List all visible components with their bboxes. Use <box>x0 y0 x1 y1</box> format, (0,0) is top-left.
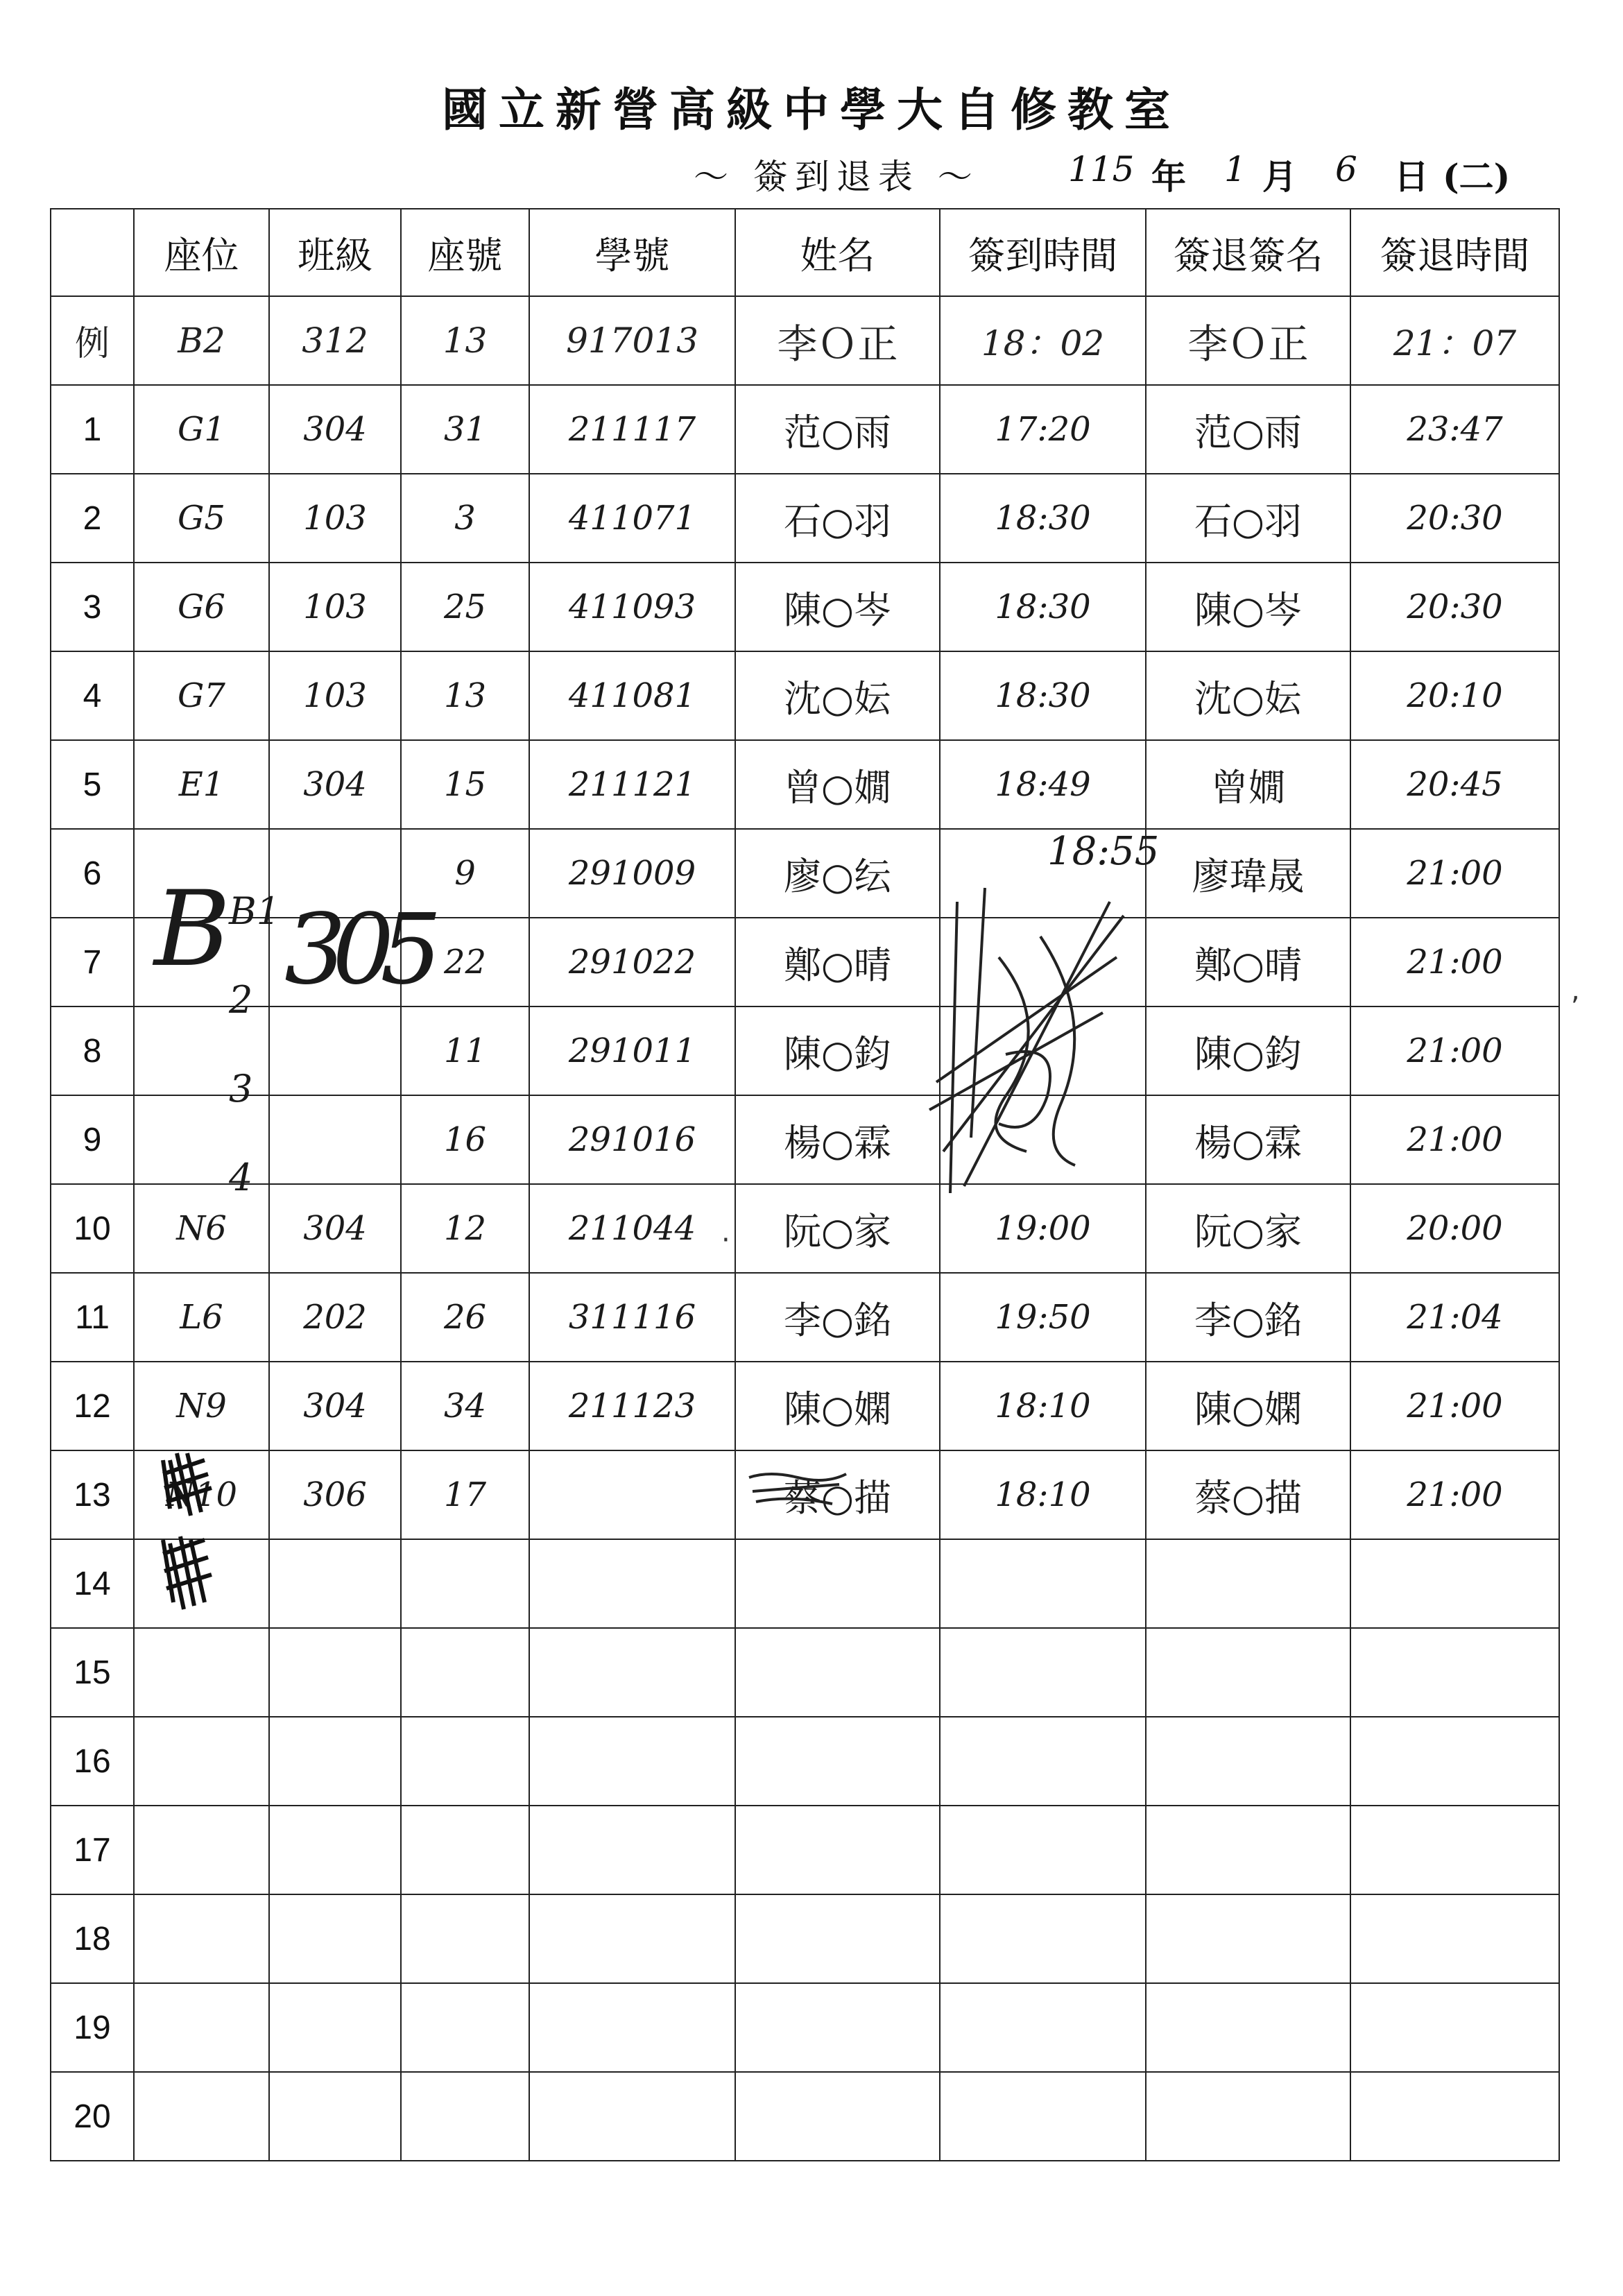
col-header-class: 班級 <box>269 209 401 296</box>
cell-name: 陳○鈞 <box>735 1006 940 1095</box>
cell-class <box>269 1628 401 1717</box>
cell-row-no: 15 <box>51 1628 134 1717</box>
cell-seat-no <box>401 2072 529 2161</box>
cell-student-id: 291016 <box>529 1095 735 1184</box>
cell-class: 103 <box>269 563 401 651</box>
cell-student-id <box>529 2072 735 2161</box>
cell-sign-out-time: 20:30 <box>1350 474 1559 563</box>
cell-student-id: 411071 <box>529 474 735 563</box>
cell-sign-in-time: 18:10 <box>940 1450 1146 1539</box>
cell-sign-in-time: 17:20 <box>940 385 1146 474</box>
cell-sign-in-time <box>940 1894 1146 1983</box>
cell-seat-no: 31 <box>401 385 529 474</box>
cell-sign-out-time: 21:00 <box>1350 1362 1559 1450</box>
cell-student-id <box>529 1983 735 2072</box>
table-row <box>51 1894 1559 1983</box>
cell-sign-in-time <box>940 1539 1146 1628</box>
cell-row-no: 2 <box>51 474 134 563</box>
col-header-student-id: 學號 <box>529 209 735 296</box>
cell-row-no: 13 <box>51 1450 134 1539</box>
cell-student-id: 211117 <box>529 385 735 474</box>
cell-seat <box>134 1806 269 1894</box>
cell-sign-out-time: 21:04 <box>1350 1273 1559 1362</box>
cell-class: 304 <box>269 740 401 829</box>
cell-sign-out-signature <box>1146 1539 1350 1628</box>
cell-row-no: 5 <box>51 740 134 829</box>
cell-name <box>735 1983 940 2072</box>
cell-name: 范○雨 <box>735 385 940 474</box>
date-month-unit: 月 <box>1262 156 1297 197</box>
table-row <box>51 1450 1559 1539</box>
col-header-seat-no: 座號 <box>401 209 529 296</box>
page-subtitle: ～ 簽到退表 ～ <box>694 157 979 197</box>
cell-student-id: 291022 <box>529 918 735 1006</box>
cell-seat-no: 26 <box>401 1273 529 1362</box>
col-header-no <box>51 209 134 296</box>
cell-sign-out-time: 21:00 <box>1350 1095 1559 1184</box>
cell-class <box>269 1095 401 1184</box>
cell-row-no: 1 <box>51 385 134 474</box>
cell-seat-no: 9 <box>401 829 529 918</box>
example-no: 例 <box>51 296 134 385</box>
cell-sign-out-signature: 陳○嫻 <box>1146 1362 1350 1450</box>
cell-seat-no <box>401 1983 529 2072</box>
cell-student-id <box>529 1717 735 1806</box>
cell-student-id: 211123 <box>529 1362 735 1450</box>
cell-sign-out-time: 20:45 <box>1350 740 1559 829</box>
cell-sign-out-signature <box>1146 1983 1350 2072</box>
cell-class: 306 <box>269 1450 401 1539</box>
cell-seat <box>134 1894 269 1983</box>
cell-seat-no: 12 <box>401 1184 529 1273</box>
cell-seat: N9 <box>134 1362 269 1450</box>
cell-sign-in-time <box>940 2072 1146 2161</box>
cell-class: 304 <box>269 1362 401 1450</box>
cell-student-id: 311116 <box>529 1273 735 1362</box>
cell-student-id <box>529 1450 735 1539</box>
cell-class: 304 <box>269 385 401 474</box>
cell-name: 陳○嫻 <box>735 1362 940 1450</box>
col-header-sign-out-signature: 簽退簽名 <box>1146 209 1350 296</box>
cell-row-no: 6 <box>51 829 134 918</box>
cell-sign-in-time: 18:49 <box>940 740 1146 829</box>
table-row <box>51 1006 1559 1095</box>
table-row <box>51 1628 1559 1717</box>
cell-name <box>735 1717 940 1806</box>
cell-name: 鄭○晴 <box>735 918 940 1006</box>
cell-sign-out-time <box>1350 1983 1559 2072</box>
cell-student-id <box>529 1806 735 1894</box>
cell-name: 曾○嫺 <box>735 740 940 829</box>
stray-tick: , <box>1571 975 1580 1006</box>
col-header-sign-in-time: 簽到時間 <box>940 209 1146 296</box>
cell-seat: N10 <box>134 1450 269 1539</box>
table-row <box>51 740 1559 829</box>
cell-sign-out-signature: 李○銘 <box>1146 1273 1350 1362</box>
cell-sign-in-time <box>940 1006 1146 1095</box>
cell-seat-no: 25 <box>401 563 529 651</box>
cell-seat <box>134 2072 269 2161</box>
cell-seat-no <box>401 1894 529 1983</box>
cell-row-no: 4 <box>51 651 134 740</box>
cell-row-no: 10 <box>51 1184 134 1273</box>
cell-seat-no: 16 <box>401 1095 529 1184</box>
group-sign-in-time: 18:55 <box>1047 829 1160 874</box>
example-student-id: 917013 <box>529 296 735 385</box>
cell-sign-out-signature: 蔡○描 <box>1146 1450 1350 1539</box>
cell-class <box>269 2072 401 2161</box>
cell-sign-out-time <box>1350 1717 1559 1806</box>
cell-name: 阮○家 <box>735 1184 940 1273</box>
cell-sign-in-time <box>940 1628 1146 1717</box>
cell-class <box>269 1006 401 1095</box>
stray-dot: · <box>721 1224 730 1256</box>
cell-student-id: 211121 <box>529 740 735 829</box>
group-class: 305 <box>284 893 429 1006</box>
group-seat-b-letter: B <box>154 869 231 990</box>
cell-seat-no <box>401 1717 529 1806</box>
table-row <box>51 651 1559 740</box>
example-sign-in-time: 18：02 <box>940 296 1146 385</box>
cell-student-id <box>529 1539 735 1628</box>
cell-class: 103 <box>269 651 401 740</box>
cell-sign-out-time <box>1350 1806 1559 1894</box>
cell-sign-in-time <box>940 1806 1146 1894</box>
table-row <box>51 474 1559 563</box>
cell-sign-out-time: 23:47 <box>1350 385 1559 474</box>
cell-sign-out-signature: 廖瑋晟 <box>1146 829 1350 918</box>
cell-class: 202 <box>269 1273 401 1362</box>
cell-sign-in-time: 18:30 <box>940 651 1146 740</box>
table-row <box>51 1184 1559 1273</box>
cell-row-no: 14 <box>51 1539 134 1628</box>
cell-seat-no <box>401 1806 529 1894</box>
group-seat-numbers: B1 2 3 4 <box>229 889 281 1199</box>
example-class: 312 <box>269 296 401 385</box>
cell-row-no: 8 <box>51 1006 134 1095</box>
table-row <box>51 385 1559 474</box>
cell-sign-in-time <box>940 918 1146 1006</box>
cell-student-id: 411081 <box>529 651 735 740</box>
cell-student-id: 411093 <box>529 563 735 651</box>
cell-sign-out-signature: 沈○妘 <box>1146 651 1350 740</box>
cell-seat: G7 <box>134 651 269 740</box>
cell-name: 蔡○描 <box>735 1450 940 1539</box>
cell-class <box>269 1806 401 1894</box>
cell-sign-out-time: 20:00 <box>1350 1184 1559 1273</box>
cell-sign-out-signature <box>1146 1628 1350 1717</box>
cell-class <box>269 1983 401 2072</box>
cell-class <box>269 1894 401 1983</box>
cell-row-no: 18 <box>51 1894 134 1983</box>
cell-seat-no: 3 <box>401 474 529 563</box>
cell-sign-out-time: 20:10 <box>1350 651 1559 740</box>
table-row <box>51 1539 1559 1628</box>
cell-seat <box>134 1717 269 1806</box>
cell-class: 103 <box>269 474 401 563</box>
cell-name: 沈○妘 <box>735 651 940 740</box>
table-row <box>51 1806 1559 1894</box>
cell-sign-out-signature: 陳○岑 <box>1146 563 1350 651</box>
cell-seat <box>134 1539 269 1628</box>
cell-seat: G1 <box>134 385 269 474</box>
cell-seat: L6 <box>134 1273 269 1362</box>
cell-seat-no: 13 <box>401 651 529 740</box>
cell-student-id: 211044 <box>529 1184 735 1273</box>
cell-seat-no: 22 <box>401 918 529 1006</box>
cell-sign-in-time: 19:50 <box>940 1273 1146 1362</box>
cell-sign-out-signature <box>1146 2072 1350 2161</box>
cell-name <box>735 1628 940 1717</box>
cell-sign-out-signature <box>1146 1717 1350 1806</box>
header-row <box>51 209 1559 296</box>
cell-sign-in-time: 18:30 <box>940 563 1146 651</box>
cell-class <box>269 1717 401 1806</box>
cell-row-no: 9 <box>51 1095 134 1184</box>
example-sign-out-time: 21：07 <box>1350 296 1559 385</box>
cell-class <box>269 1539 401 1628</box>
cell-name <box>735 1539 940 1628</box>
cell-sign-out-signature: 曾嫺 <box>1146 740 1350 829</box>
example-row <box>51 296 1559 385</box>
cell-name: 楊○霖 <box>735 1095 940 1184</box>
date-weekday: (二) <box>1443 156 1511 197</box>
cell-sign-in-time <box>940 1717 1146 1806</box>
table-row <box>51 2072 1559 2161</box>
cell-sign-in-time <box>940 1983 1146 2072</box>
col-header-name: 姓名 <box>735 209 940 296</box>
table-row <box>51 1983 1559 2072</box>
cell-seat-no <box>401 1628 529 1717</box>
cell-sign-out-time: 21:00 <box>1350 1450 1559 1539</box>
example-sign-out-signature: 李Ｏ正 <box>1146 296 1350 385</box>
cell-sign-out-time <box>1350 2072 1559 2161</box>
cell-sign-out-time: 21:00 <box>1350 918 1559 1006</box>
cell-sign-in-time: 18:10 <box>940 1362 1146 1450</box>
cell-sign-out-signature: 阮○家 <box>1146 1184 1350 1273</box>
cell-seat-no: 11 <box>401 1006 529 1095</box>
example-seat-no: 13 <box>401 296 529 385</box>
cell-sign-out-time <box>1350 1628 1559 1717</box>
cell-sign-out-signature: 石○羽 <box>1146 474 1350 563</box>
cell-sign-out-signature: 陳○鈞 <box>1146 1006 1350 1095</box>
example-seat: B2 <box>134 296 269 385</box>
cell-student-id: 291011 <box>529 1006 735 1095</box>
cell-name: 石○羽 <box>735 474 940 563</box>
cell-sign-out-time <box>1350 1539 1559 1628</box>
cell-row-no: 16 <box>51 1717 134 1806</box>
date-day: 6 <box>1335 149 1357 189</box>
cell-row-no: 3 <box>51 563 134 651</box>
date-month: 1 <box>1224 149 1246 189</box>
date-day-unit: 日 <box>1394 156 1429 197</box>
table-row <box>51 563 1559 651</box>
table-row <box>51 1362 1559 1450</box>
cell-seat: N6 <box>134 1184 269 1273</box>
cell-seat <box>134 1628 269 1717</box>
cell-seat-no: 34 <box>401 1362 529 1450</box>
cell-row-no: 20 <box>51 2072 134 2161</box>
date-year-unit: 年 <box>1151 156 1186 197</box>
page-title: 國立新營高級中學大自修教室 <box>442 83 1181 137</box>
cell-seat: E1 <box>134 740 269 829</box>
cell-row-no: 11 <box>51 1273 134 1362</box>
cell-seat-no <box>401 1539 529 1628</box>
cell-name: 陳○岑 <box>735 563 940 651</box>
cell-sign-out-time: 20:30 <box>1350 563 1559 651</box>
cell-name <box>735 1806 940 1894</box>
cell-name <box>735 2072 940 2161</box>
table-row <box>51 1095 1559 1184</box>
cell-student-id <box>529 1628 735 1717</box>
cell-sign-out-signature <box>1146 1806 1350 1894</box>
cell-sign-in-time: 19:00 <box>940 1184 1146 1273</box>
cell-student-id: 291009 <box>529 829 735 918</box>
cell-row-no: 12 <box>51 1362 134 1450</box>
cell-seat <box>134 1983 269 2072</box>
cell-seat: G5 <box>134 474 269 563</box>
cell-class: 304 <box>269 1184 401 1273</box>
cell-row-no: 17 <box>51 1806 134 1894</box>
cell-seat: G6 <box>134 563 269 651</box>
cell-sign-out-signature: 鄭○晴 <box>1146 918 1350 1006</box>
cell-seat-no: 15 <box>401 740 529 829</box>
cell-sign-out-time: 21:00 <box>1350 1006 1559 1095</box>
cell-sign-out-time <box>1350 1894 1559 1983</box>
col-header-sign-out-time: 簽退時間 <box>1350 209 1559 296</box>
date-year: 115 <box>1068 149 1135 189</box>
cell-seat-no: 17 <box>401 1450 529 1539</box>
cell-row-no: 7 <box>51 918 134 1006</box>
cell-sign-out-signature <box>1146 1894 1350 1983</box>
cell-name <box>735 1894 940 1983</box>
cell-sign-in-time: 18:30 <box>940 474 1146 563</box>
table-row <box>51 1717 1559 1806</box>
cell-name: 廖○纭 <box>735 829 940 918</box>
cell-sign-out-signature: 楊○霖 <box>1146 1095 1350 1184</box>
cell-sign-out-signature: 范○雨 <box>1146 385 1350 474</box>
cell-name: 李○銘 <box>735 1273 940 1362</box>
cell-row-no: 19 <box>51 1983 134 2072</box>
sign-in-table <box>50 208 1560 2161</box>
cell-sign-out-time: 21:00 <box>1350 829 1559 918</box>
table-row <box>51 1273 1559 1362</box>
col-header-seat: 座位 <box>134 209 269 296</box>
cell-student-id <box>529 1894 735 1983</box>
example-name: 李Ｏ正 <box>735 296 940 385</box>
cell-sign-in-time <box>940 1095 1146 1184</box>
